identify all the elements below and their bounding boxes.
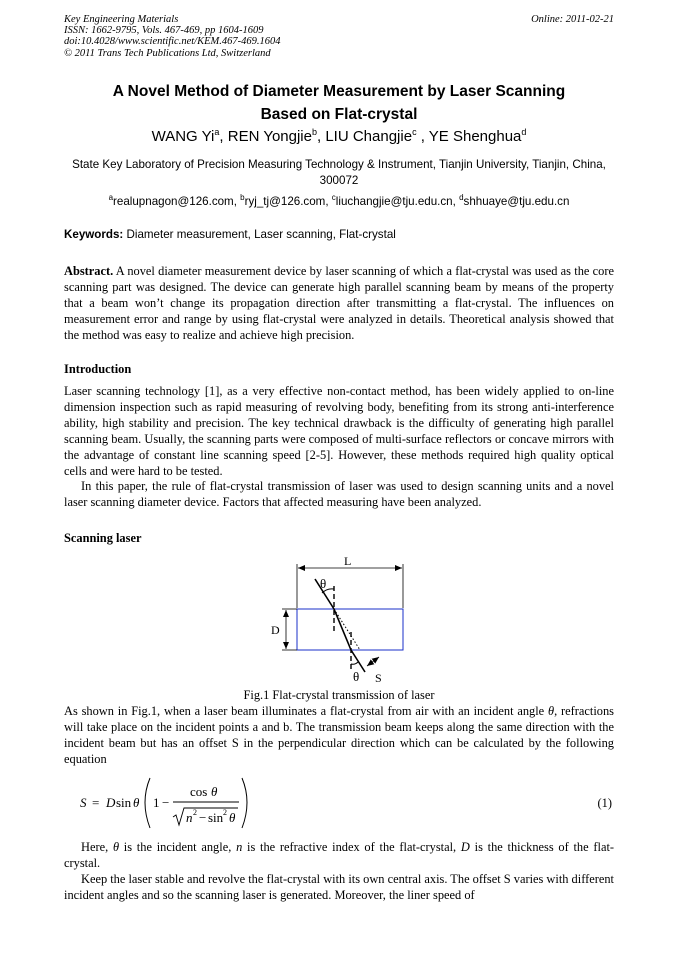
eq-minus: − — [162, 795, 170, 810]
theta-symbol: θ — [112, 840, 120, 854]
email-sup: a — [108, 193, 114, 202]
scanning-paragraph-1 — [64, 704, 614, 768]
author-separator: , — [219, 128, 228, 145]
email-list — [64, 193, 614, 208]
equation-1 — [76, 772, 276, 834]
theta-label-bottom: θ — [353, 669, 360, 684]
author-name: YE Shenghua — [428, 128, 522, 145]
eq-lhs: S — [80, 795, 87, 810]
email-address[interactable]: ryj_tj@126.com, — [244, 194, 332, 208]
author-separator: , — [416, 128, 429, 145]
scanning-paragraph-3: Keep the laser stable and revolve the flat-crystal with its own central axis. The offset S varies with different incident angles and so the scanning laser is generated. Moreover, the liner speed of — [64, 872, 614, 902]
text: is the thickness of the flat-crystal. — [64, 840, 615, 870]
abstract-text: A novel diameter measurement device by laser scanning of which a flat-crystal was used as the core scanning part was designed. The device can generate high parallel scanning beam by means of the property that a beam won’t change its propagation direction after transmitting a flat-crystal. The influences on measurement error and range by using flat-crystal were analyzed in details. Theoretical analysis showed that the method was easy to realize and achieve high precision. — [64, 264, 614, 342]
figure-1 — [262, 556, 432, 686]
author-sup: c — [412, 127, 417, 137]
running-header — [64, 14, 281, 59]
email-sup: b — [240, 193, 245, 202]
journal-name: Key Engineering Materials — [64, 14, 179, 25]
scanning-laser-heading: Scanning laser — [64, 531, 142, 545]
keywords-text: Diameter measurement, Laser scanning, Flat-crystal — [123, 228, 396, 241]
author-name: LIU Changjie — [325, 128, 413, 145]
eq-sin-2: sin — [208, 810, 224, 825]
label-L: L — [344, 556, 352, 568]
email-sup: d — [459, 193, 464, 202]
eq-n: n — [186, 810, 193, 825]
abstract — [64, 264, 614, 344]
online-date: Online: 2011-02-21 — [531, 14, 614, 25]
text: As shown in Fig.1, when a laser beam illuminates a flat-crystal from air with an incident angle — [64, 704, 548, 718]
abstract-label: Abstract. — [64, 264, 114, 278]
figure-1-caption: Fig.1 Flat-crystal transmission of laser — [243, 688, 435, 702]
copyright-line: © 2011 Trans Tech Publications Ltd, Switzerland — [64, 47, 271, 59]
undeviated-path — [334, 609, 360, 650]
text: Here, — [81, 840, 113, 854]
d-symbol: D — [460, 840, 470, 854]
author-name: REN Yongjie — [227, 128, 312, 145]
eq-D: D — [106, 795, 116, 810]
keywords-label: Keywords: — [64, 228, 124, 241]
label-S: S — [375, 671, 382, 685]
email-sup: c — [331, 193, 336, 202]
eq-numerator-theta: θ — [211, 784, 218, 799]
eq-sin: sin — [116, 795, 132, 810]
author-name: WANG Yi — [151, 128, 215, 145]
scanning-paragraph-2 — [64, 840, 614, 872]
affiliation: State Key Laboratory of Precision Measuring Technology & Instrument, Tianjin University, Tianjin, China, 300072 — [72, 158, 606, 187]
keywords — [64, 228, 396, 241]
author-separator: , — [317, 128, 326, 145]
eq-numerator-cos: cos — [190, 784, 208, 799]
paper-title-line1: A Novel Method of Diameter Measurement by Laser Scanning — [112, 83, 566, 100]
eq-minus-2: − — [199, 810, 207, 825]
equation-number: (1) — [597, 796, 612, 810]
eq-sin-exp: 2 — [223, 808, 227, 817]
author-sup: d — [521, 127, 527, 137]
email-address[interactable]: liuchangjie@tju.edu.cn, — [335, 194, 460, 208]
refracted-beam — [334, 609, 351, 650]
email-address[interactable]: realupnagon@126.com, — [113, 194, 241, 208]
author-sup: b — [311, 127, 317, 137]
text: is the refractive index of the flat-crystal, — [242, 840, 461, 854]
email-address[interactable]: shhuaye@tju.edu.cn — [463, 194, 570, 208]
label-D: D — [271, 623, 280, 637]
introduction-heading: Introduction — [64, 362, 132, 376]
theta-arc-bottom — [351, 662, 358, 664]
n-symbol: n — [236, 840, 243, 854]
text: , refractions will take place on the incident points a and b. The transmission beam keeps along the same direction with the incident beam but has an offset S in the perpendicular direction which can be calculated by the following equation — [64, 704, 614, 766]
author-sup: a — [214, 127, 220, 137]
paper-title-line2: Based on Flat-crystal — [260, 106, 418, 123]
eq-n-exp: 2 — [193, 808, 197, 817]
intro-paragraph-2: In this paper, the rule of flat-crystal transmission of laser was used to design scanning units and a novel laser scanning diameter device. Factors that affected measuring have been analyzed. — [64, 479, 614, 510]
author-list — [64, 127, 614, 145]
text: is the incident angle, — [119, 840, 237, 854]
theta-symbol: θ — [548, 704, 555, 718]
flat-crystal — [297, 609, 403, 650]
eq-one: 1 — [153, 795, 160, 810]
eq-theta-2: θ — [229, 810, 236, 825]
issn-line: ISSN: 1662-9795, Vols. 467-469, pp 1604-1609 — [64, 25, 264, 37]
eq-left-paren — [145, 778, 150, 828]
eq-equals: = — [92, 795, 100, 810]
doi-line: doi:10.4028/www.scientific.net/KEM.467-469.1604 — [64, 36, 281, 48]
eq-right-paren — [242, 778, 247, 828]
offset-S-marker — [367, 657, 379, 666]
introduction-body — [64, 384, 614, 511]
eq-theta: θ — [133, 795, 140, 810]
intro-paragraph-1: Laser scanning technology [1], as a very effective non-contact method, has been widely applied to on-line dimension inspection such as rapid measuring of revolving body, benefiting from its strong anti-interference ability, high stability and precision. The key technical drawback is the difficulty of generating high parallel scanning beam. Usually, the scanning parts were composed of multi-surface reflectors or concave mirrors with the advantage of constant line scanning speed [2-5]. However, these methods required high quality optical cells and were hard to be tested. — [64, 384, 614, 478]
theta-label-top: θ — [320, 576, 327, 591]
